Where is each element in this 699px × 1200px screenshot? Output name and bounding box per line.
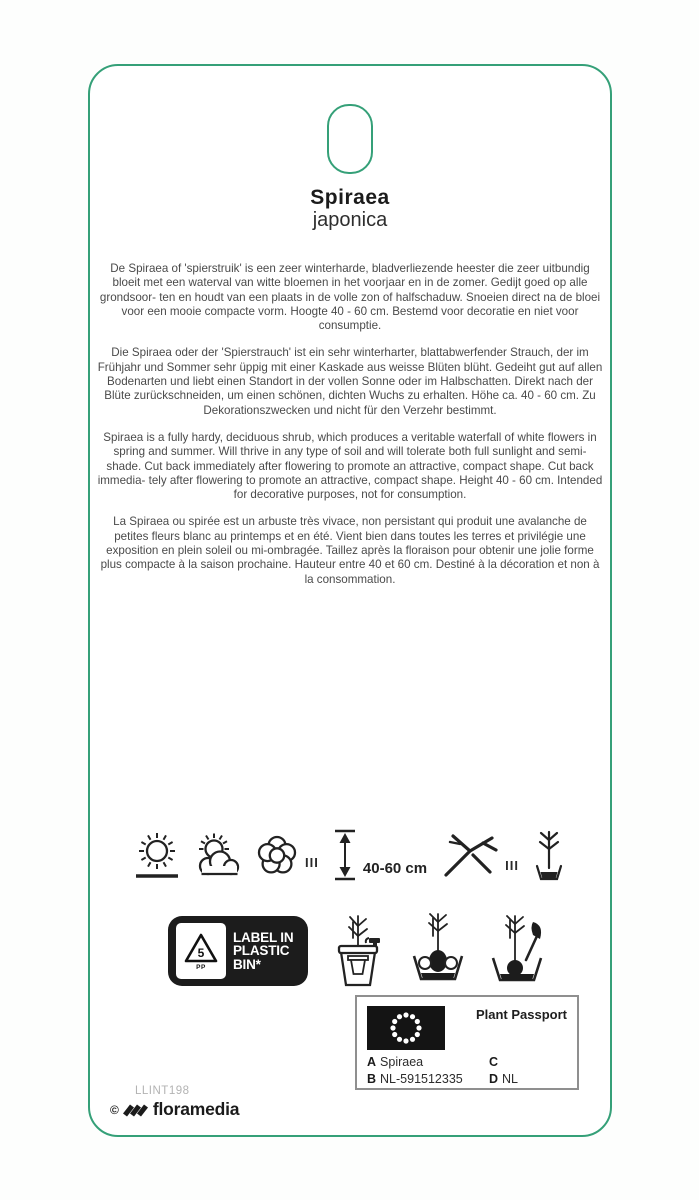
plant-passport-box <box>355 995 579 1090</box>
passport-letter-c: C <box>489 1055 499 1069</box>
paragraph-english: Spiraea is a fully hardy, deciduous shrub, which produces a veritable waterfall of white flowers in spring and summer. Will thrive in any type of soil and will tolerate both full sunlight and semi-shade. Cut back immediately after flowering to promote an attractive, compact shape. Cut back immedia- tely after flowering to promote an attractive, compact shape. Height 40 - 60 cm. Intended for decorative purposes, not for consumption. <box>97 430 603 502</box>
recycle-symbol <box>176 923 226 979</box>
hang-hole <box>327 104 373 174</box>
paragraph-dutch: De Spiraea of 'spierstruik' is een zeer winterharde, bladverliezende heester die zeer uitbundig bloeit met een waterval van witte bloemen in het voorjaar en in de zomer. Gedijt goed op alle grondsoor- ten en houdt van een plaats in de volle zon of halfschaduw. Snoeien direct na de bloei voor een mooie compacte vorm. Hoogte 40 - 60 cm. Bestemd voor decoratie en niet voor consumptie. <box>99 262 601 333</box>
recycle-code: 5 <box>197 945 205 960</box>
paragraph-german: Die Spiraea oder der 'Spierstrauch' ist ein sehr winterharter, blattabwerfender Strauch, der im Frühjahr und Sommer sehr üppig mit einer Kaskade aus weisse Blüten blüht. Gedeiht gut auf allen Bodenarten und liebt einen Standort in der vollen Sonne oder im Halbschatten. Direkt nach der Blüte zurückschneiden, um einen schönen, dichten Wuchs zu erhalten. Höhe ca. 40 - 60 cm. Zu Dekorationszwecken und nicht für den Verzehr bestimmt. <box>97 346 603 417</box>
passport-field-a <box>367 1055 423 1069</box>
bin-line-2: PLASTIC <box>233 943 290 959</box>
pruning-shears-icon <box>440 829 500 881</box>
bin-badge-text <box>233 931 293 972</box>
passport-letter-b: B <box>367 1072 377 1086</box>
flower-icon <box>254 832 300 878</box>
passport-value-b: NL-591512335 <box>380 1072 463 1086</box>
remove-pot-icon <box>329 912 387 990</box>
height-range-label: 40-60 cm <box>362 860 428 877</box>
brand-name: floramedia <box>152 1099 240 1119</box>
passport-field-c <box>489 1055 502 1069</box>
eu-flag-icon <box>367 1006 445 1050</box>
floramedia-logo <box>110 1099 239 1120</box>
bin-line-3: BIN* <box>233 956 261 972</box>
page-title: Spiraea <box>310 186 390 209</box>
full-sun-icon <box>134 829 180 881</box>
planting-shrub-icon <box>532 828 566 882</box>
flowering-icon-unit <box>254 832 319 878</box>
flowering-months-label: III <box>305 855 319 870</box>
rootball-in-tray-icon <box>408 912 468 990</box>
passport-field-d <box>489 1072 518 1086</box>
title-block <box>90 186 610 232</box>
care-icon-row <box>90 820 610 890</box>
passport-letter-a: A <box>367 1055 377 1069</box>
bin-line-1: LABEL IN <box>233 929 294 945</box>
print-code: LLINT198 <box>135 1085 190 1097</box>
pruning-months-label: III <box>505 858 519 873</box>
semi-shade-icon <box>193 829 241 881</box>
disposal-row <box>90 909 610 993</box>
description-paragraphs <box>97 262 603 587</box>
plant-label-card <box>88 64 612 1137</box>
height-icon-unit <box>332 827 427 883</box>
paragraph-french: La Spiraea ou spirée est un arbuste très vivace, non persistant qui produit une avalanche de petites fleurs blanc au printemps et en été. Vient bien dans toutes les terres et privilégie une exposition en plein soleil ou mi-ombragée. Taillez après la floraison pour obtenir une jolie forme plus compacte à la saison prochaine. Hauteur entre 40 et 60 cm. Destiné à la décoration et non à la consommation. <box>100 515 600 586</box>
passport-value-d: NL <box>502 1072 519 1086</box>
copyright-icon: © <box>110 1102 119 1117</box>
passport-title: Plant Passport <box>475 1007 567 1022</box>
pruning-icon-unit <box>440 829 519 881</box>
recycle-material: PP <box>196 963 206 971</box>
page-subtitle: japonica <box>312 209 388 231</box>
passport-field-b <box>367 1072 463 1086</box>
floramedia-leaf-icon <box>122 1101 150 1119</box>
passport-letter-d: D <box>489 1072 499 1086</box>
height-arrow-icon <box>332 827 358 883</box>
plant-with-trowel-icon <box>489 912 551 990</box>
passport-value-a: Spiraea <box>380 1055 424 1069</box>
plastic-bin-badge <box>168 916 308 986</box>
